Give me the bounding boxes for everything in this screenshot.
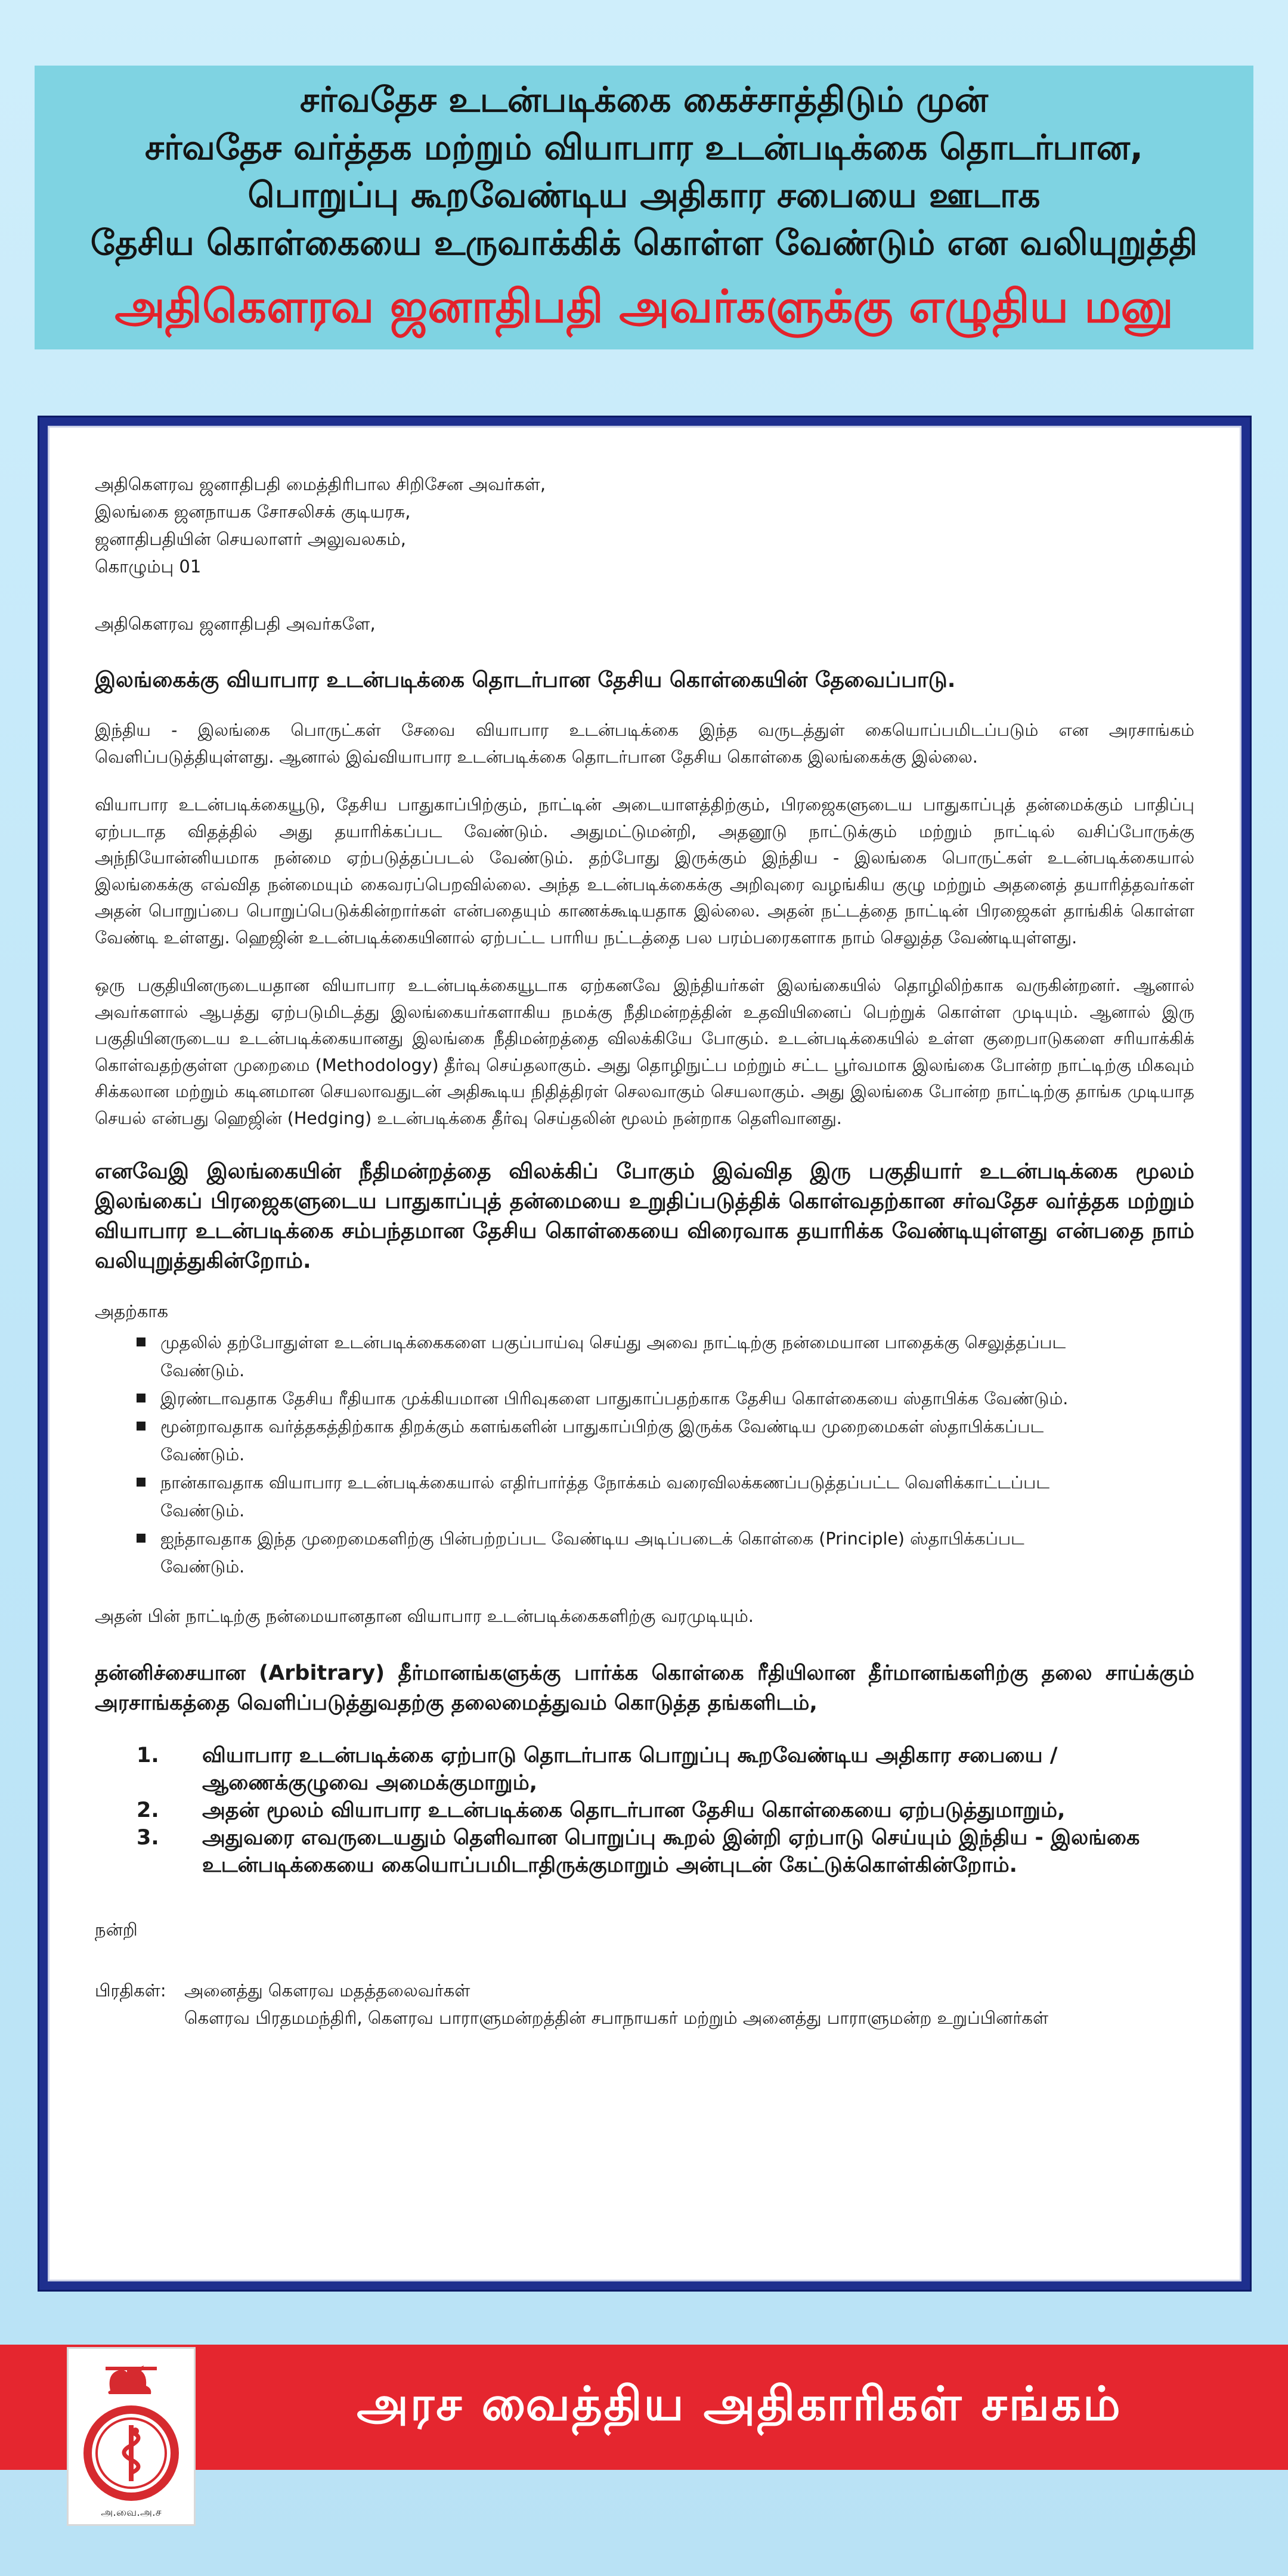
request-text: அதன் மூலம் வியாபார உடன்படிக்கை தொடர்பான தேசிய கொள்கையை ஏற்படுத்துமாறும், [202, 1798, 1066, 1822]
letter-body [48, 426, 1241, 2281]
request-list [137, 1742, 1194, 1879]
paragraph-2: வியாபார உடன்படிக்கையூடு, தேசிய பாதுகாப்பிற்கும், நாட்டின் அடையாளத்திற்கும், பிரஜைகளுடைய பாதுகாப்புத் தன்மைக்கும் பாதிப்பு ஏற்படாத விதத்தில் அது தயாரிக்கப்பட வேண்டும். அதுமட்டுமன்றி, அதனூடு நாட்டுக்கும் மற்றும் நாட்டில் வசிப்போருக்கு அந்நியோன்னியமாக நன்மை ஏற்படுத்தப்படல் வேண்டும். தற்போது இருக்கும் இந்திய - இலங்கை பொருட்கள் உடன்படிக்கையால் இலங்கைக்கு எவ்வித நன்மையும் கைவரப்பெறவில்லை. அந்த உடன்படிக்கைக்கு அறிவுரை வழங்கிய குழு மற்றும் அதனைத் தயாரித்தவர்கள் அதன் பொறுப்பை பொறுப்பெடுக்கின்றார்கள் என்பதையும் காணக்கூடியதாக இல்லை. அதன் நட்டத்தை நாட்டின் பிரஜைகள் தாங்கிக் கொள்ள வேண்டி உள்ளது. ஹெஜின் உடன்படிக்கையினால் ஏற்பட்ட பாரிய நட்டத்தை பல பரம்பரைகளாக நாம் செலுத்த வேண்டியுள்ளது. [95, 795, 1194, 948]
header-title: அதிகௌரவ ஜனாதிபதி அவர்களுக்கு எழுதிய மனு [114, 280, 1174, 333]
request-item [137, 1824, 1194, 1879]
request-text: அதுவரை எவருடையதும் தெளிவான பொறுப்பு கூறல் இன்றி ஏற்பாடு செய்யும் இந்திய - இலங்கை உடன்படிக்கையை கையொப்பமிடாதிருக்குமாறும் அன்புடன் கேட்டுக்கொள்கின்றோம். [202, 1826, 1140, 1877]
logo-emblem-icon [69, 2349, 194, 2524]
thus-label: அதற்காக [95, 1301, 169, 1321]
organization-name: அரச வைத்திய அதிகாரிகள் சங்கம் [357, 2377, 1122, 2431]
paragraph-3: ஒரு பகுதியினருடையதான வியாபார உடன்படிக்கையூடாக ஏற்கனவே இந்தியர்கள் இலங்கையில் தொழிலிற்காக வருகின்றனர். ஆனால் அவர்களால் ஆபத்து ஏற்படுமிடத்து இலங்கையர்களாகிய நமக்கு நீதிமன்றத்தின் உதவியினைப் பெற்றுக் கொள்ள முடியும். ஆனால் இரு பகுதியினருடைய உடன்படிக்கையானது இலங்கை நீதிமன்றத்தை விலக்கியே போகும். உடன்படிக்கையில் உள்ள குறைபாடுகளை சரியாக்கிக் கொள்வதற்குள்ள முறைமை (Methodology) தீர்வு செய்தலாகும். அது தொழிநுட்ப மற்றும் சட்ட பூர்வமாக இலங்கை போன்ற நாட்டிற்கு மிகவும் சிக்கலான மற்றும் கடினமான செயலாவதுடன் அதிகூடிய நிதித்திரள் செலவாகும் செயலாகும். அது இலங்கை போன்ற நாட்டிற்கு தாங்க முடியாத செயல் என்பது ஹெஜின் (Hedging) உடன்படிக்கை தீர்வு செய்தலின் மூலம் நன்றாக தெளிவானது. [95, 976, 1194, 1128]
salutation: அதிகௌரவ ஜனாதிபதி அவர்களே, [95, 614, 376, 634]
subject-line: இலங்கைக்கு வியாபார உடன்படிக்கை தொடர்பான தேசிய கொள்கையின் தேவைப்பாடு. [95, 668, 956, 692]
copies-label: பிரதிகள்: [95, 1980, 166, 2001]
list-item: ஐந்தாவதாக இந்த முறைமைகளிற்கு பின்பற்றப்பட வேண்டிய அடிப்படைக் கொள்கை (Principle) ஸ்தாபிக்கப்பட வேண்டும். [137, 1525, 1087, 1581]
request-text: வியாபார உடன்படிக்கை ஏற்பாடு தொடர்பாக பொறுப்பு கூறவேண்டிய அதிகார சபையை / ஆணைக்குழுவை அமைக்குமாறும், [202, 1744, 1058, 1795]
request-item [137, 1797, 1194, 1824]
recommendation-list [137, 1329, 1087, 1581]
address-line: ஜனாதிபதியின் செயலாளர் அலுவலகம், [95, 529, 406, 549]
list-item: நான்காவதாக வியாபார உடன்படிக்கையால் எதிர்பார்த்த நோக்கம் வரைவிலக்கணப்படுத்தப்பட்ட வெளிக்காட்டப்பட வேண்டும். [137, 1469, 1087, 1525]
paragraph-1: இந்திய - இலங்கை பொருட்கள் சேவை வியாபார உடன்படிக்கை இந்த வருடத்துள் கையொப்பமிடப்படும் என அரசாங்கம் வெளிப்படுத்தியுள்ளது. ஆனால் இவ்வியாபார உடன்படிக்கை தொடர்பான தேசிய கொள்கை இலங்கைக்கு இல்லை. [95, 720, 1194, 767]
recipient-address [95, 470, 1194, 580]
list-item: மூன்றாவதாக வர்த்தகத்திற்காக திறக்கும் களங்களின் பாதுகாப்பிற்கு இருக்க வேண்டிய முறைமைகள் ஸ்தாபிக்கப்பட வேண்டும். [137, 1413, 1087, 1469]
thanks-text: நன்றி [95, 1919, 138, 1940]
header-banner [35, 66, 1253, 349]
organization-logo [67, 2347, 196, 2526]
svg-text:அ.வை.அ.ச: அ.வை.அ.ச [101, 2506, 162, 2519]
copies-line-1: அனைத்து கௌரவ மதத்தலைவர்கள் [184, 1980, 470, 2001]
header-line-2: சர்வதேச வர்த்தக மற்றும் வியாபார உடன்படிக்கை தொடர்பான, [144, 127, 1144, 168]
header-line-4: தேசிய கொள்கையை உருவாக்கிக் கொள்ள வேண்டும் என வலியுறுத்தி [90, 222, 1198, 263]
request-number: 2. [137, 1798, 159, 1822]
request-intro: தன்னிச்சையான (Arbitrary) தீர்மானங்களுக்கு பார்க்க கொள்கை ரீதியிலான தீர்மானங்களிற்கு தலை சாய்க்கும் அரசாங்கத்தை வெளிப்படுத்துவதற்கு தலைமைத்துவம் கொடுத்த தங்களிடம், [95, 1661, 1194, 1715]
letter-frame [39, 417, 1250, 2290]
request-item [137, 1742, 1194, 1797]
address-line: இலங்கை ஜனநாயக சோசலிசக் குடியரசு, [95, 501, 411, 522]
header-line-3: பொறுப்பு கூறவேண்டிய அதிகார சபையை ஊடாக [247, 175, 1041, 215]
copies-block [95, 1977, 1194, 2032]
list-item: முதலில் தற்போதுள்ள உடன்படிக்கைகளை பகுப்பாய்வு செய்து அவை நாட்டிற்கு நன்மையான பாதைக்கு செலுத்தப்பட வேண்டும். [137, 1329, 1087, 1385]
copies-line-2: கௌரவ பிரதமமந்திரி, கௌரவ பாராளுமன்றத்தின் சபாநாயகர் மற்றும் அனைத்து பாராளுமன்ற உறுப்பினர்கள் [184, 2008, 1049, 2028]
request-number: 1. [137, 1744, 159, 1767]
address-line: அதிகௌரவ ஜனாதிபதி மைத்திரிபால சிறிசேன அவர்கள், [95, 474, 546, 494]
emphasis-paragraph: எனவேஇ இலங்கையின் நீதிமன்றத்தை விலக்கிப் போகும் இவ்வித இரு பகுதியார் உடன்படிக்கை மூலம் இலங்கைப் பிரஜைகளுடைய பாதுகாப்புத் தன்மையை உறுதிப்படுத்திக் கொள்வதற்கான சர்வதேச வர்த்தக மற்றும் வியாபார உடன்படிக்கை சம்பந்தமான தேசிய கொள்கையை விரைவாக தயாரிக்க வேண்டியுள்ளது என்பதை நாம் வலியுறுத்துகின்றோம். [95, 1159, 1194, 1273]
header-line-1: சர்வதேச உடன்படிக்கை கைச்சாத்திடும் முன் [300, 79, 988, 120]
address-line: கொழும்பு 01 [95, 556, 202, 577]
request-number: 3. [137, 1826, 159, 1850]
after-bullets-text: அதன் பின் நாட்டிற்கு நன்மையானதான வியாபார உடன்படிக்கைகளிற்கு வரமுடியும். [95, 1606, 754, 1626]
list-item: இரண்டாவதாக தேசிய ரீதியாக முக்கியமான பிரிவுகளை பாதுகாப்பதற்காக தேசிய கொள்கையை ஸ்தாபிக்க வேண்டும். [137, 1385, 1087, 1413]
